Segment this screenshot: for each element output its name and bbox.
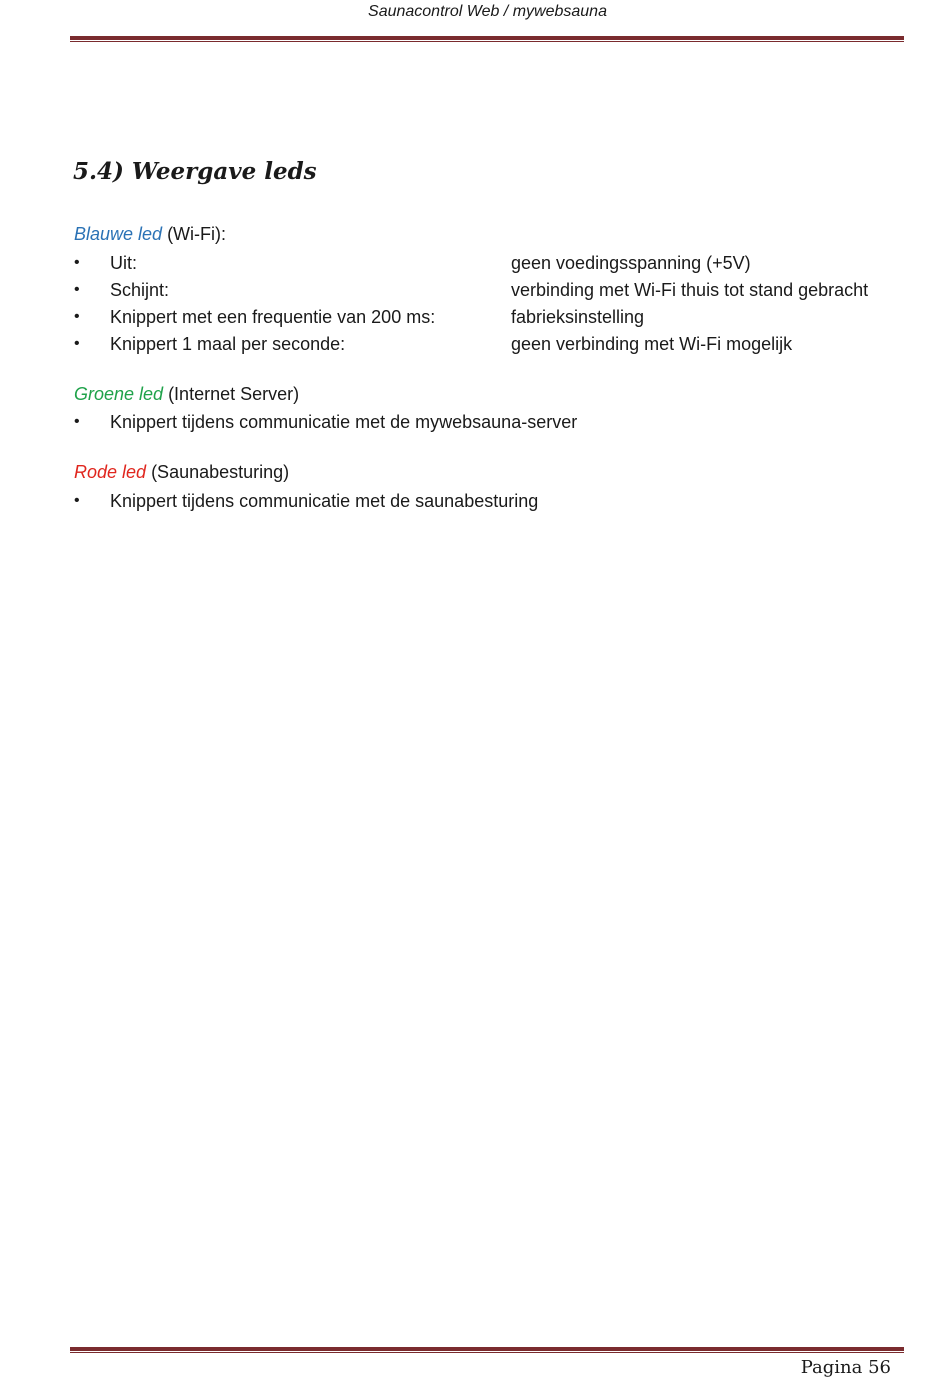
list-item bbox=[74, 490, 914, 512]
group-label-blue: Blauwe led bbox=[74, 224, 163, 244]
header-rule bbox=[70, 36, 904, 43]
group-suffix-red: (Saunabesturing) bbox=[146, 462, 290, 482]
group-label-red: Rode led bbox=[74, 462, 147, 482]
running-header: Saunacontrol Web / mywebsauna bbox=[368, 3, 607, 20]
bullet-icon: • bbox=[74, 308, 80, 325]
item-condition: Knippert met een frequentie van 200 ms: bbox=[110, 307, 436, 327]
list-item bbox=[74, 306, 914, 328]
group-heading-blue bbox=[74, 224, 226, 245]
item-meaning: geen voedingsspanning (+5V) bbox=[511, 253, 751, 273]
bullet-icon: • bbox=[74, 254, 80, 271]
item-condition: Knippert 1 maal per seconde: bbox=[110, 334, 346, 354]
bullet-icon: • bbox=[74, 492, 80, 509]
item-condition: Knippert tijdens communicatie met de saunabesturing bbox=[110, 491, 539, 511]
item-condition: Knippert tijdens communicatie met de mywebsauna-server bbox=[110, 412, 578, 432]
item-meaning: geen verbinding met Wi-Fi mogelijk bbox=[511, 334, 793, 354]
item-condition: Schijnt: bbox=[110, 280, 170, 300]
page-number: Pagina 56 bbox=[800, 1357, 891, 1378]
group-heading-red bbox=[74, 462, 289, 483]
group-heading-green bbox=[74, 384, 299, 405]
group-suffix-green: (Internet Server) bbox=[163, 384, 300, 404]
list-item bbox=[74, 252, 914, 274]
list-item bbox=[74, 333, 914, 355]
group-suffix-blue: (Wi-Fi): bbox=[162, 224, 227, 244]
bullet-icon: • bbox=[74, 281, 80, 298]
footer-rule bbox=[70, 1347, 904, 1354]
list-item bbox=[74, 411, 914, 433]
item-meaning: fabrieksinstelling bbox=[511, 307, 645, 327]
list-item bbox=[74, 279, 914, 301]
group-label-green: Groene led bbox=[74, 384, 164, 404]
item-condition: Uit: bbox=[110, 253, 137, 273]
bullet-icon: • bbox=[74, 335, 80, 352]
item-meaning: verbinding met Wi-Fi thuis tot stand gebracht bbox=[511, 280, 869, 300]
section-title: 5.4) Weergave leds bbox=[73, 158, 317, 185]
bullet-icon: • bbox=[74, 413, 80, 430]
